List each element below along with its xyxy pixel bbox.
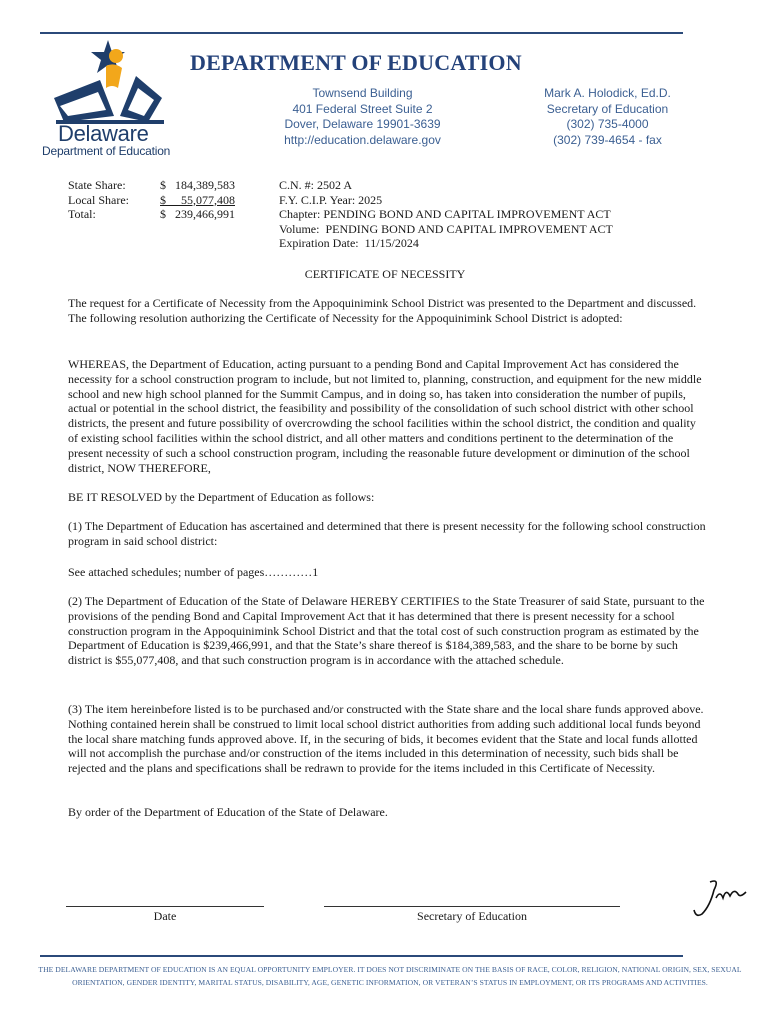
order-paragraph: By order of the Department of Education of the State of Delaware. — [68, 805, 388, 819]
equal-opportunity-footer: THE DELAWARE DEPARTMENT OF EDUCATION IS AN EQUAL OPPORTUNITY EMPLOYER. IT DOES NOT DISCRIMINATE ON THE BASIS OF RACE, COLOR, RELIGION, NATIONAL ORIGIN, SEX, SEXUAL ORIENTATION, GENDER IDENTITY, MARITAL STATUS, DISABILITY, AGE, GENETIC INFORMATION, OR VETERAN’S STATUS IN EMPLOYMENT, OR ITS PROGRAMS AND ACTIVITIES. — [38, 965, 742, 987]
footer-rule — [40, 955, 683, 957]
address-building: Townsend Building — [312, 86, 413, 100]
address-city: Dover, Delaware 19901-3639 — [284, 117, 441, 131]
cn-number: C.N. #: 2502 A — [279, 178, 353, 192]
department-title: DEPARTMENT OF EDUCATION — [190, 50, 522, 75]
item3-paragraph: (3) The item hereinbefore listed is to be purchased and/or constructed with the State share and the local share funds approved above. Nothing contained herein shall be construed to limit local school district authorities from adding such additional local funds beyond the local share matching funds approved above. If, in the securing of bids, it becomes evident that the State and local funds allotted will not accomplish the purchase and/or construction of the items included in this determination of necessity, such bids shall be rejected and the plans and specifications shall be redrawn to provide for the items included in this Certificate of Necessity. — [68, 702, 704, 776]
address-website-link[interactable]: http://education.delaware.gov — [284, 132, 441, 147]
secretary-signature-line — [324, 906, 620, 907]
cip-year: F.Y. C.I.P. Year: 2025 — [279, 192, 383, 207]
handwritten-signature — [690, 876, 750, 920]
share-amount: $ 239,466,991 — [160, 207, 235, 221]
secretary-phone: (302) 735-4000 — [566, 117, 649, 131]
secretary-block — [530, 86, 685, 148]
cn-block — [279, 178, 613, 251]
whereas-paragraph: WHEREAS, the Department of Education, acting pursuant to a pending Bond and Capital Improvement Act has considered the necessity for a school construction program to include, but not limited to, planning, construction, and equipment for the new middle school and new high school planned for the Summit Campus, and in doing so, has taken into consideration the number of pupils, actual or potential in the school district, the feasibility and possibility of the consolidation of such school district with other school districts, the present and future possibility of overcrowding the school facilities within the school district, the condition and quality of existing school facilities within the school district, and all other matters and conditions pertinent to the determination of the present necessity of such a school construction program, including the reasonable future development or diminution of the school district, NOW THEREFORE, — [68, 357, 702, 475]
share-amount: $ 184,389,583 — [160, 178, 235, 192]
share-amount: $ 55,077,408 — [160, 192, 235, 207]
share-label: Total: — [68, 207, 96, 221]
volume: Volume: PENDING BOND AND CAPITAL IMPROVEMENT ACT — [279, 221, 613, 236]
resolved-paragraph: BE IT RESOLVED by the Department of Education as follows: — [68, 490, 375, 504]
logo-wordmark: Delaware — [58, 121, 149, 146]
intro-paragraph: The request for a Certificate of Necessity from the Appoquinimink School District was presented to the Department and discussed. The following resolution authorizing the Certificate of Necessity for the Appoquinimink School District is adopted: — [68, 296, 697, 325]
logo-subtitle: Department of Education — [42, 144, 171, 158]
secretary-label: Secretary of Education — [417, 909, 527, 923]
secretary-fax: (302) 739-4654 - fax — [553, 132, 662, 147]
share-label: State Share: — [68, 178, 126, 192]
header-rule — [40, 32, 683, 34]
chapter: Chapter: PENDING BOND AND CAPITAL IMPROVEMENT ACT — [279, 207, 611, 221]
address-street: 401 Federal Street Suite 2 — [292, 101, 433, 116]
secretary-title: Secretary of Education — [546, 101, 669, 116]
expiration-date: Expiration Date: 11/15/2024 — [279, 236, 419, 250]
item1-paragraph: (1) The Department of Education has ascertained and determined that there is present necessity for the following school construction program in said school district: — [68, 519, 706, 548]
address-block — [255, 86, 470, 148]
certificate-title: CERTIFICATE OF NECESSITY — [304, 267, 466, 281]
item2-paragraph: (2) The Department of Education of the State of Delaware HEREBY CERTIFIES to the State Treasurer of said State, pursuant to the provisions of the pending Bond and Capital Improvement Act that it has determined that there is present necessity for a school construction program in the Appoquinimink School District and that the total cost of such construction program as estimated by the Department of Education is $239,466,991, and that the State’s share thereof is $184,389,583, and the share to be borne by such district is $55,077,408, and that such construction program is in accordance with the attached schedule. — [68, 594, 705, 668]
date-label: Date — [153, 909, 177, 923]
date-signature-line — [66, 906, 264, 907]
share-label: Local Share: — [68, 192, 129, 207]
schedules-paragraph: See attached schedules; number of pages…………1 — [68, 565, 319, 579]
secretary-name: Mark A. Holodick, Ed.D. — [544, 86, 671, 100]
